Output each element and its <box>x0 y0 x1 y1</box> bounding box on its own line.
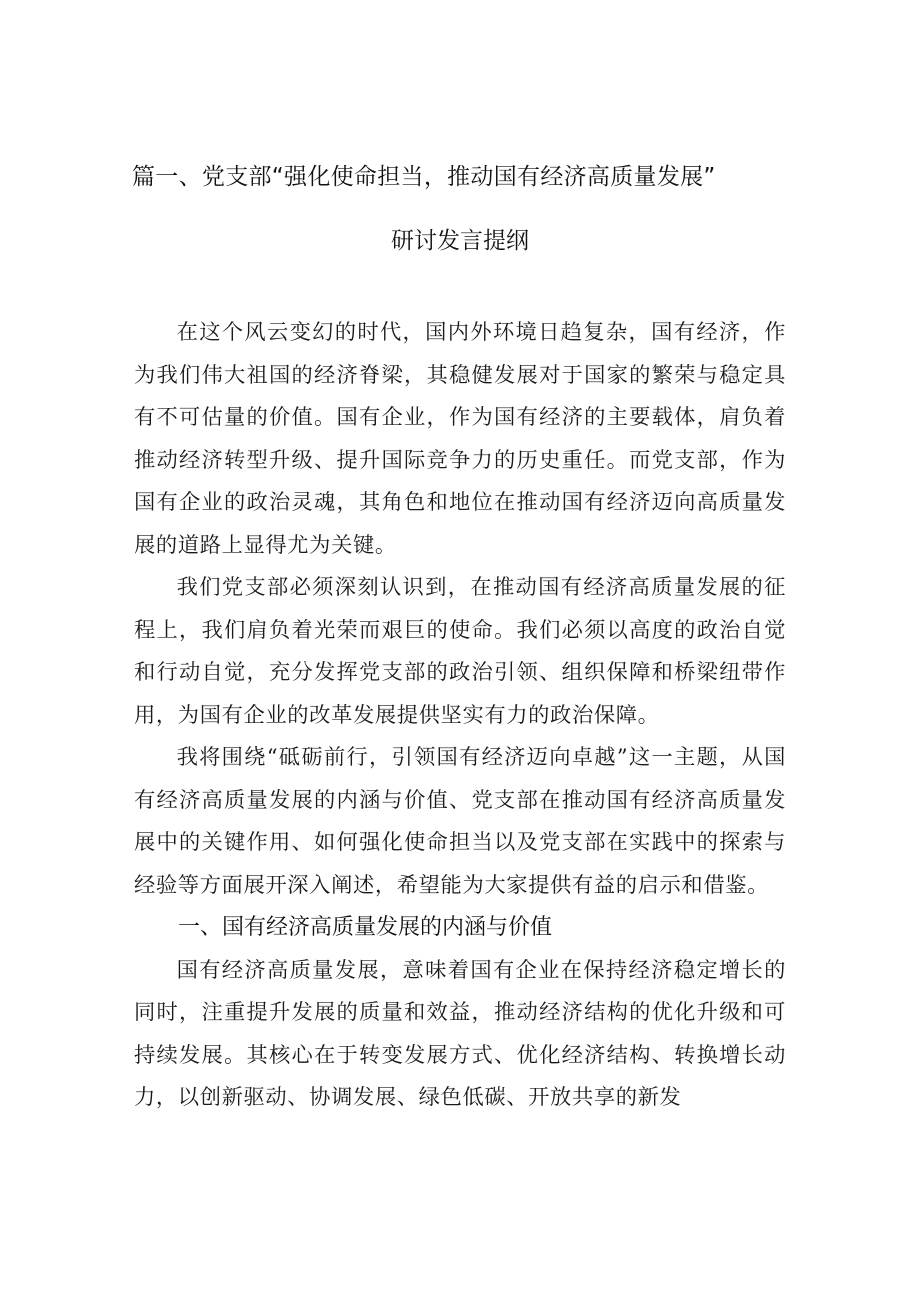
document-body <box>134 312 786 1120</box>
document-title-line-1: 篇一、党支部“强化使命担当，推动国有经济高质量发展” <box>132 164 716 190</box>
intro-paragraph-2: 我们党支部必须深刻认识到，在推动国有经济高质量发展的征程上，我们肩负着光荣而艰巨的使命。我们必须以高度的政治自觉和行动自觉，充分发挥党支部的政治引领、组织保障和桥梁纽带作用，为国有企业的改革发展提供坚实有力的政治保障。 <box>134 575 786 728</box>
section-1-paragraph: 国有经济高质量发展，意味着国有企业在保持经济稳定增长的同时，注重提升发展的质量和效益，推动经济结构的优化升级和可持续发展。其核心在于转变发展方式、优化经济结构、转换增长动力，以创新驱动、协调发展、绿色低碳、开放共享的新发 <box>134 957 786 1110</box>
intro-paragraph-3: 我将围绕“砥砺前行，引领国有经济迈向卓越”这一主题，从国有经济高质量发展的内涵与价值、党支部在推动国有经济高质量发展中的关键作用、如何强化使命担当以及党支部在实践中的探索与经验等方面展开深入阐述，希望能为大家提供有益的启示和借鉴。 <box>134 745 786 898</box>
intro-paragraph-1: 在这个风云变幻的时代，国内外环境日趋复杂，国有经济，作为我们伟大祖国的经济脊梁，其稳健发展对于国家的繁荣与稳定具有不可估量的价值。国有企业，作为国有经济的主要载体，肩负着推动经济转型升级、提升国际竞争力的历史重任。而党支部，作为国有企业的政治灵魂，其角色和地位在推动国有经济迈向高质量发展的道路上显得尤为关键。 <box>134 320 786 558</box>
document-title-line-2: 研讨发言提纲 <box>391 228 529 254</box>
section-1-heading: 一、国有经济高质量发展的内涵与价值 <box>178 915 553 940</box>
